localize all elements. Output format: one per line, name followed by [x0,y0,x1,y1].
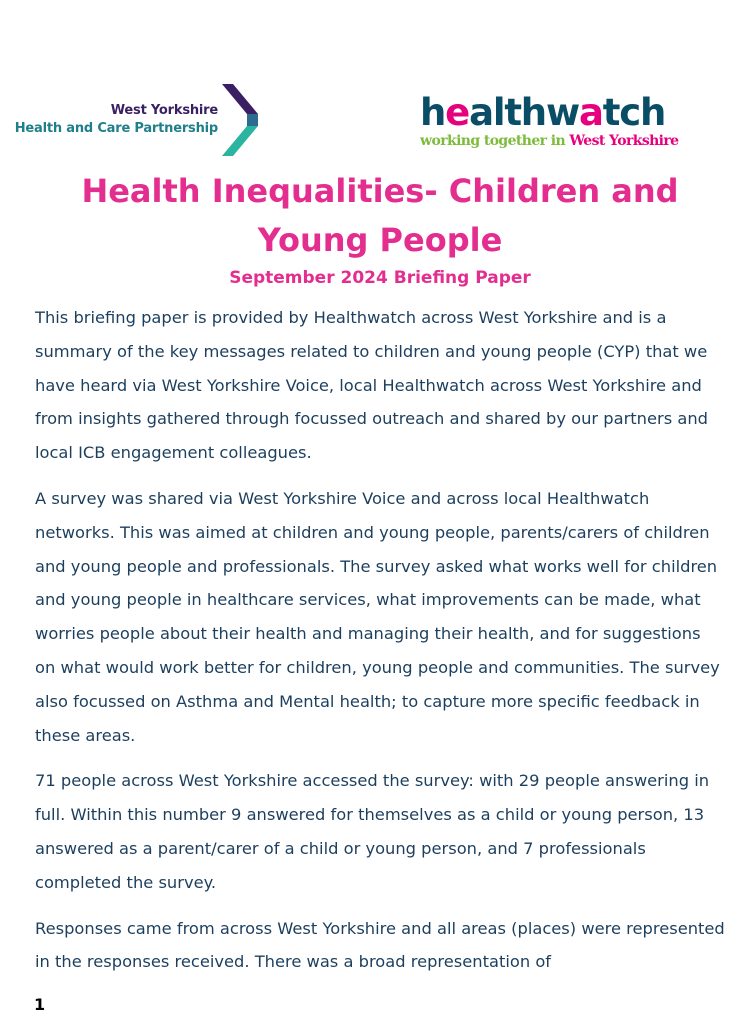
paragraph-survey: A survey was shared via West Yorkshire Voice and across local Healthwatch networks. This was aimed at children and young people, parents/carers of children and young people and professionals. The survey asked what works well for children and young people in healthcare services, what improvements can be made, what worries people about their health and managing their health, and for suggestions on what would work better for children, young people and communities. The survey also focussed on Asthma and Mental health; to capture more specific feedback in these areas. [35,488,720,745]
healthwatch-tagline: working together in West Yorkshire [420,133,679,149]
document-subtitle: September 2024 Briefing Paper [229,268,531,288]
page-number: 1 [34,995,46,1014]
healthwatch-wordmark: healthwatch [420,91,666,134]
paragraph-intro: This briefing paper is provided by Healthwatch across West Yorkshire and is a summary of the key messages related to children and young people (CYP) that we have heard via West Yorkshire Voice, local Healthwatch across West Yorkshire and from insights gathered through focussed outreach and shared by our partners and local ICB engagement colleagues. [35,308,708,463]
chevron-logo-icon [220,84,260,156]
paragraph-responses: Responses came from across West Yorkshire and all areas (places) were represented in the responses received. There was a broad representation of [35,918,725,972]
wy-logo-line2: Health and Care Partnership [14,121,218,136]
document-title: Health Inequalities- Children and Young People [81,172,679,259]
paragraph-respondents: 71 people across West Yorkshire accessed the survey: with 29 people answering in full. Within this number 9 answered for themselves as a child or young person, 13 answered as a parent/carer of a child or young person, and 7 professionals completed the survey. [35,771,710,892]
body-text [35,301,725,991]
healthwatch-logo [420,91,700,154]
wy-logo-line1: West Yorkshire [110,103,218,118]
west-yorkshire-partnership-logo [14,84,264,156]
